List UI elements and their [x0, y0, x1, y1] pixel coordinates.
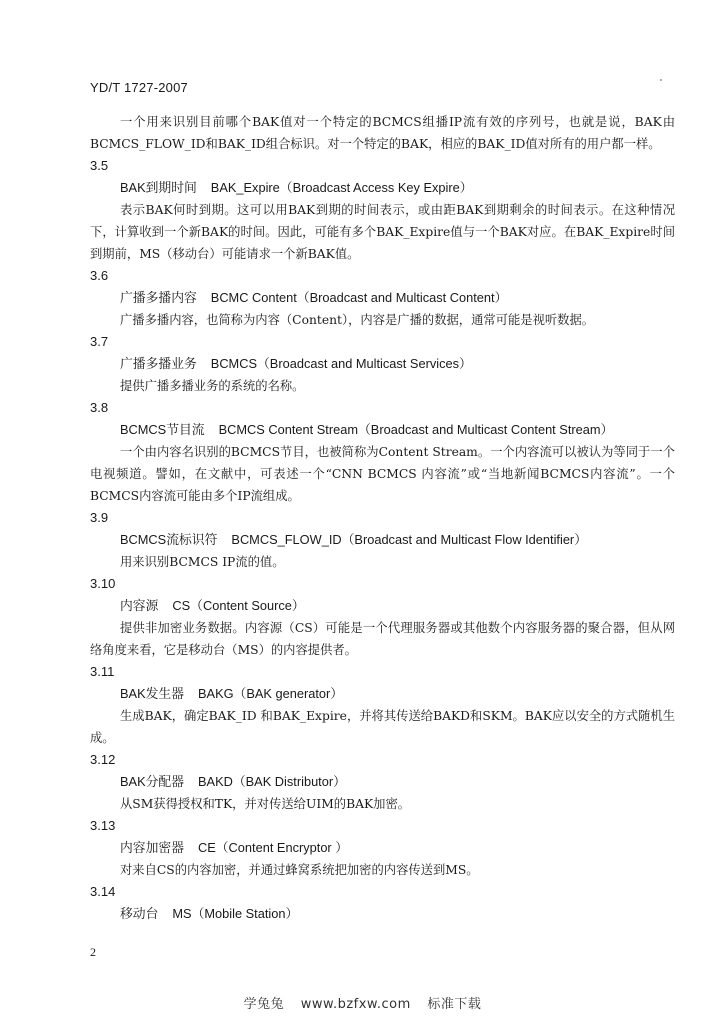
section-3-12	[90, 749, 675, 815]
standard-code-header: YD/T 1727-2007	[90, 80, 188, 95]
term-chinese: 内容加密器	[120, 840, 184, 855]
section-number: 3.6	[90, 268, 109, 283]
term-definition: 广播多播内容，也简称为内容（Content），内容是广播的数据，通常可能是视听数据。	[120, 313, 595, 327]
term-definition: 生成BAK，确定BAK_ID 和BAK_Expire，并将其传送给BAKD和SKM。BAK应以安全的方式随机生成。	[90, 709, 675, 745]
watermark-tagline: 标准下载	[427, 997, 482, 1012]
term-definition: 表示BAK何时到期。这可以用BAK到期的时间表示，或由距BAK到期剩余的时间表示。在这种情况下，计算收到一个新BAK的时间。因此，可能有多个BAK_Expire值与一个BAK对应。在BAK_Expire时间到期前，MS（移动台）可能请求一个新BAK值。	[90, 203, 675, 261]
term-chinese: 内容源	[120, 598, 159, 613]
term-chinese: 广播多播业务	[120, 356, 197, 371]
section-number: 3.9	[90, 510, 109, 525]
term-chinese: BAK发生器	[120, 686, 184, 701]
section-3-14	[90, 881, 675, 925]
section-number: 3.11	[90, 664, 115, 679]
term-chinese: BCMCS流标识符	[120, 532, 218, 547]
section-number: 3.7	[90, 334, 109, 349]
section-number: 3.8	[90, 400, 109, 415]
watermark-url: www.bzfxw.com	[300, 997, 411, 1012]
term-chinese: 广播多播内容	[120, 290, 197, 305]
term-line	[90, 771, 675, 793]
term-english: BAKD（BAK Distributor）	[198, 774, 346, 789]
term-definition: 提供非加密业务数据。内容源（CS）可能是一个代理服务器或其他数个内容服务器的聚合器，但从网络角度来看，它是移动台（MS）的内容提供者。	[90, 621, 675, 657]
term-english: BAK_Expire（Broadcast Access Key Expire）	[210, 180, 473, 195]
section-3-10	[90, 573, 675, 661]
term-definition: 对来自CS的内容加密，并通过蜂窝系统把加密的内容传送到MS。	[120, 863, 479, 877]
watermark	[0, 993, 725, 1012]
term-english: CS（Content Source）	[172, 598, 305, 613]
term-definition: 从SM获得授权和TK，并对传送给UIM的BAK加密。	[120, 797, 411, 811]
term-english: BCMC Content（Broadcast and Multicast Content）	[210, 290, 508, 305]
term-chinese: BCMCS节目流	[120, 422, 205, 437]
term-english: CE（Content Encryptor ）	[197, 840, 349, 855]
term-line	[90, 903, 675, 925]
term-english: BCMCS Content Stream（Broadcast and Multicast Content Stream）	[218, 422, 614, 437]
term-line	[90, 177, 675, 199]
document-body	[90, 111, 675, 925]
term-line	[90, 529, 675, 551]
term-line	[90, 595, 675, 617]
term-line	[90, 353, 675, 375]
term-chinese: BAK分配器	[120, 774, 184, 789]
term-definition: 一个由内容名识别的BCMCS节目，也被简称为Content Stream。一个内容流可以被认为等同于一个电视频道。譬如，在文献中，可表述一个“CNN BCMCS 内容流”或“当地新闻BCMCS内容流”。一个BCMCS内容流可能由多个IP流组成。	[90, 445, 675, 503]
section-3-7	[90, 331, 675, 397]
term-english: BCMCS（Broadcast and Multicast Services）	[210, 356, 472, 371]
term-line	[90, 683, 675, 705]
section-number: 3.10	[90, 576, 116, 591]
term-chinese: BAK到期时间	[120, 180, 197, 195]
term-definition: 用来识别BCMCS IP流的值。	[120, 555, 285, 569]
section-number: 3.13	[90, 818, 116, 833]
section-3-11	[90, 661, 675, 749]
term-line	[90, 837, 675, 859]
watermark-site-name: 学兔兔	[243, 997, 285, 1012]
term-english: MS（Mobile Station）	[172, 906, 299, 921]
term-line	[90, 419, 675, 441]
section-number: 3.14	[90, 884, 116, 899]
term-english: BAKG（BAK generator）	[198, 686, 344, 701]
intro-paragraph: 一个用来识别目前哪个BAK值对一个特定的BCMCS组播IP流有效的序列号，也就是说，BAK由BCMCS_FLOW_ID和BAK_ID组合标识。对一个特定的BAK，相应的BAK_ID值对所有的用户都一样。	[90, 115, 675, 151]
section-3-13	[90, 815, 675, 881]
section-number: 3.12	[90, 752, 116, 767]
term-definition: 提供广播多播业务的系统的名称。	[120, 379, 305, 393]
page-number: 2	[90, 945, 96, 959]
section-3-9	[90, 507, 675, 573]
section-3-8	[90, 397, 675, 507]
scan-speck	[660, 79, 662, 81]
section-3-6	[90, 265, 675, 331]
term-line	[90, 287, 675, 309]
section-number: 3.5	[90, 158, 109, 173]
section-3-5	[90, 155, 675, 265]
term-chinese: 移动台	[120, 906, 159, 921]
term-english: BCMCS_FLOW_ID（Broadcast and Multicast Flow Identifier）	[231, 532, 587, 547]
